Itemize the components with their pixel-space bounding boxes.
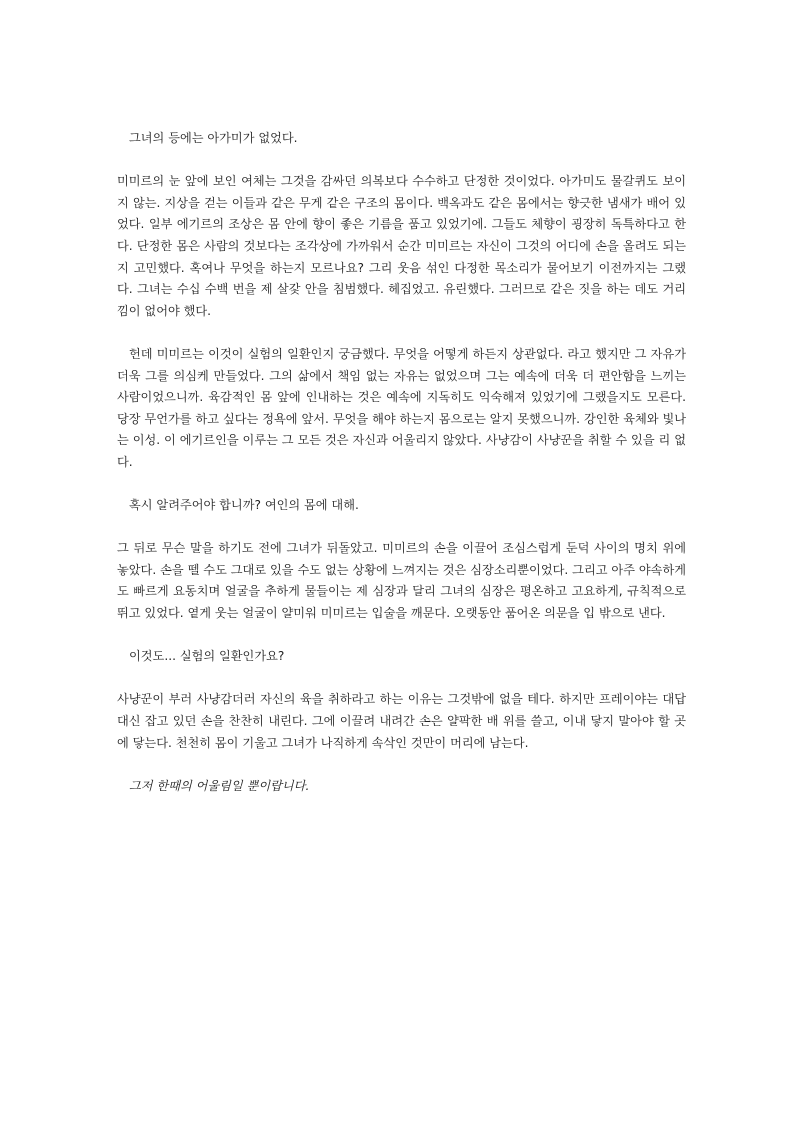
paragraph-gap: [117, 625, 686, 647]
opening-line: 그녀의 등에는 아가미가 없었다.: [129, 131, 298, 145]
closing-line: 그저 한때의 어울림일 뿐이랍니다.: [129, 778, 310, 793]
paragraph-4: 사냥꾼이 부러 사냥감더러 자신의 육을 취하라고 하는 이유는 그것밖에 없을 테다. 하지만 프레이야는 대답 대신 잡고 있던 손을 찬찬히 내린다. 그에 이끌려 내려간 손은 얄팍한 배 위를 쓸고, 이내 닿지 말아야 할 곳에 닿는다. 천천히 몸이 기울고 그녀가 나직하게 속삭인 것만이 머리에 남는다.: [117, 692, 686, 750]
paragraph-2: 헌데 미미르는 이것이 실험의 일환인지 궁금했다. 무엇을 어떻게 하든지 상관없다. 라고 했지만 그 자유가 더욱 그를 의심케 만들었다. 그의 삶에서 책임 없는 자유는 없었으며 그는 예속에 더욱 더 편안함을 느끼는 사람이었으니까. 육감적인 몸 앞에 인내하는 것은 예속에 지독히도 익숙해져 있었기에 그랬을지도 모른다. 당장 무언가를 하고 싶다는 정욕에 앞서. 무엇을 해야 하는지 몸으로는 알지 못했으니까. 강인한 육체와 빛나는 이성. 이 에기르인을 이루는 그 모든 것은 자신과 어울리지 않았다. 사냥감이 사냥꾼을 취할 수 있을 리 없다.: [117, 346, 686, 469]
paragraph-gap: [117, 474, 686, 496]
document-page: [117, 128, 686, 797]
paragraph-gap: [117, 150, 686, 172]
dialogue-line-2: 이것도... 실험의 일환인가요?: [129, 649, 285, 664]
paragraph-gap: [117, 517, 686, 539]
paragraph-3: 그 뒤로 무슨 말을 하기도 전에 그녀가 뒤돌았고. 미미르의 손을 이끌어 조심스럽게 둔덕 사이의 명치 위에 놓았다. 손을 뗄 수도 그대로 있을 수도 없는 상황에 느껴지는 것은 심장소리뿐이었다. 그리고 아주 야속하게도 빠르게 요동치며 얼굴을 추하게 물들이는 제 심장과 달리 그녀의 심장은 평온하고 고요하게, 규칙적으로 뛰고 있었다. 옅게 웃는 얼굴이 얄미워 미미르는 입술을 깨문다. 오랫동안 품어온 의문을 입 밖으로 낸다.: [117, 541, 686, 621]
paragraph-gap: [117, 754, 686, 776]
dialogue-line-1: 혹시 알려주어야 합니까? 여인의 몸에 대해.: [129, 498, 359, 513]
paragraph-gap: [117, 668, 686, 690]
paragraph-gap: [117, 322, 686, 344]
paragraph-1: 미미르의 눈 앞에 보인 여체는 그것을 감싸던 의복보다 수수하고 단정한 것이었다. 아가미도 물갈퀴도 보이지 않는. 지상을 걷는 이들과 같은 무게 같은 구조의 몸이다. 백옥과도 같은 몸에서는 향긋한 냄새가 배어 있었다. 일부 에기르의 조상은 몸 안에 향이 좋은 기름을 품고 있었기에. 그들도 체향이 굉장히 독특하다고 한다. 단정한 몸은 사람의 것보다는 조각상에 가까워서 순간 미미르는 자신이 그것의 어디에 손을 올려도 되는지 고민했다. 혹여나 무엇을 하는지 모르나요? 그리 웃음 섞인 다정한 목소리가 물어보기 이전까지는 그랬다. 그녀는 수십 수백 번을 제 살갗 안을 침범했다. 헤집었고. 유린했다. 그러므로 같은 짓을 하는 데도 거리낌이 없어야 했다.: [117, 174, 686, 318]
